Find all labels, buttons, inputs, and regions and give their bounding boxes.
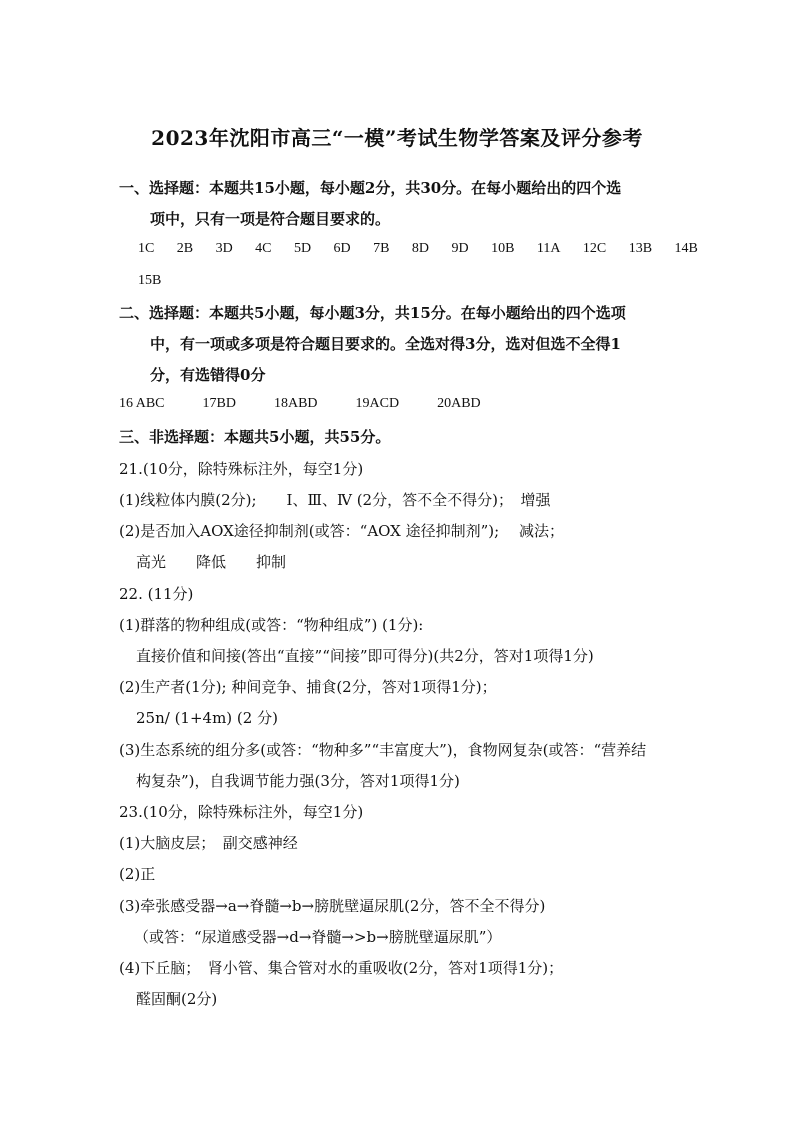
answer-item: 14B [674,241,698,256]
answer-item: 7B [373,241,390,256]
section1-heading-line1: 一、选择题：本题共15小题，每小题2分，共30分。在每小题给出的四个选 [119,179,622,197]
q23-header: 23.(10分，除特殊标注外，每空1分) [119,803,364,821]
answer-item: 2B [176,241,194,256]
q23-part2: (2)正 [119,865,156,883]
answer-item: 11A [536,241,561,256]
q21-part2: (2)是否加入AOX途径抑制剂(或答：“AOX 途径抑制剂”); 减法； [119,522,564,540]
q23-part4: (4)下丘脑； 肾小管、集合管对水的重吸收(2分，答对1项得1分)； [119,959,564,977]
answer-item: 10B [491,241,515,256]
q22-part2: (2)生产者(1分); 种间竞争、捕食(2分，答对1项得1分)； [119,678,497,696]
answer-item: 18ABD [273,396,318,411]
q22-part3-continued: 构复杂”)，自我调节能力强(3分，答对1项得1分) [136,772,460,790]
answer-item: 3D [215,241,233,256]
q23-part1: (1)大脑皮层； 副交感神经 [119,834,298,852]
q23-part3: (3)牵张感受器→a→脊髓→b→膀胱壁逼尿肌(2分，答不全不得分) [119,897,546,915]
page-title: 2023年沈阳市高三“一模”考试生物学答案及评分参考 [151,126,643,150]
q21-header: 21.(10分，除特殊标注外，每空1分) [119,460,364,478]
q23-part4-continued: 醛固酮(2分) [136,990,218,1008]
section2-heading-line2: 中，有一项或多项是符合题目要求的。全选对得3分，选对但选不全得1 [150,335,621,353]
answer-item: 8D [411,241,430,256]
section2-heading-line1: 二、选择题：本题共5小题，每小题3分，共15分。在每小题给出的四个选项 [119,304,626,322]
section1-answer-list [138,241,698,257]
answer-item: 16 ABC [119,396,165,411]
q22-part3: (3)生态系统的组分多(或答：“物种多”“丰富度大”)，食物网复杂(或答：“营养结 [119,741,647,759]
answer-item: 6D [333,241,351,256]
q22-part2-continued: 25n/ (1+4m) (2 分) [136,709,278,727]
answer-item: 12C [582,241,607,256]
answer-item: 5D [293,241,312,256]
q22-header: 22. (11分) [119,585,194,603]
section3-heading: 三、非选择题：本题共5小题，共55分。 [119,428,391,446]
q23-part3-continued: （或答：“尿道感受器→d→脊髓→>b→膀胱壁逼尿肌”） [134,928,502,946]
q22-part1: (1)群落的物种组成(或答：“物种组成”) (1分): [119,616,424,634]
section2-heading-line3: 分，有选错得0分 [150,366,266,384]
q22-part1-continued: 直接价值和间接(答出“直接”“间接”即可得分)(共2分，答对1项得1分) [136,647,594,665]
answer-item: 1C [138,241,155,256]
section1-heading-line2: 项中，只有一项是符合题目要求的。 [150,210,391,228]
answer-item: 9D [451,241,469,256]
q21-part1: (1)线粒体内膜(2分); Ⅰ、Ⅲ、Ⅳ (2分，答不全不得分)； 增强 [119,491,551,509]
answer-item: 20ABD [437,396,481,411]
answer-item: 4C [255,241,272,256]
answer-item: 13B [628,241,653,256]
answer-item: 19ACD [355,396,400,411]
q21-part2-continued: 高光 降低 抑制 [136,553,287,571]
answer-item: 17BD [202,396,236,411]
section2-answer-list [119,396,481,412]
answer-item-last: 15B [138,273,162,288]
